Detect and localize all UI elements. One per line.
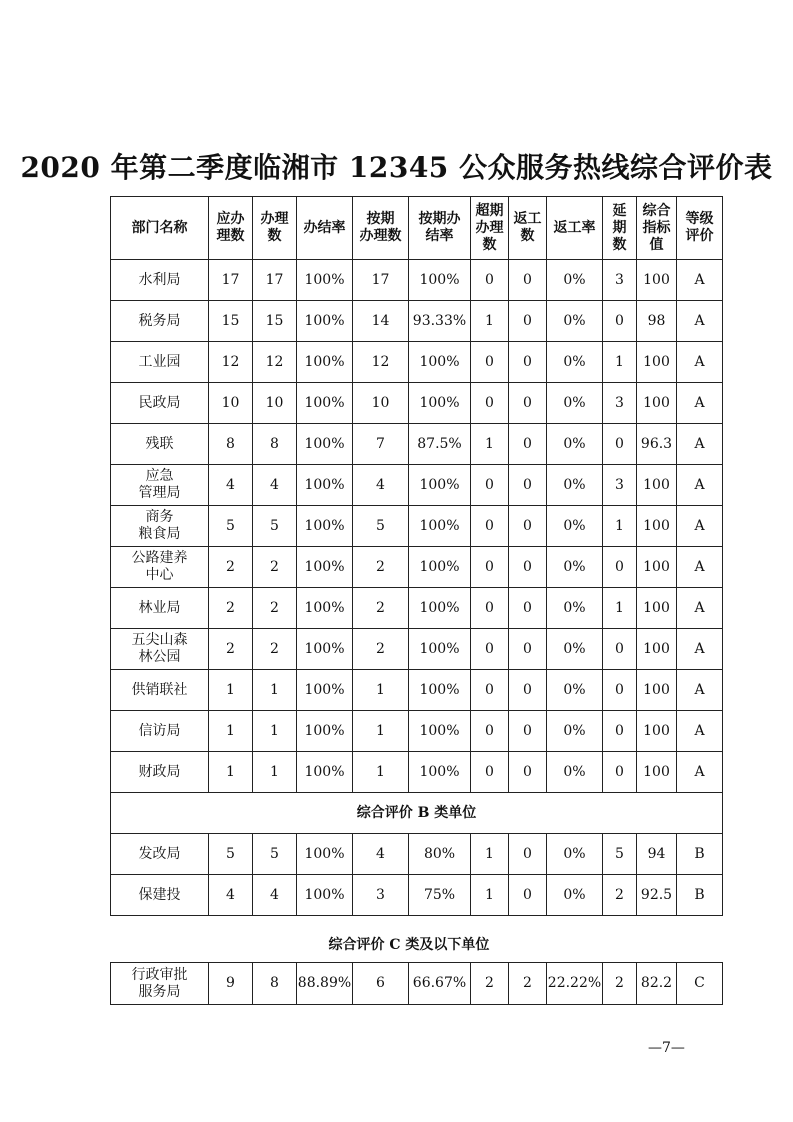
column-header: 延 期 数 (603, 197, 637, 260)
value-cell: 9 (209, 963, 253, 1005)
value-cell: 1 (253, 752, 297, 793)
value-cell: 0% (547, 424, 603, 465)
value-cell: 100 (637, 670, 677, 711)
value-cell: 96.3 (637, 424, 677, 465)
value-cell: 15 (253, 301, 297, 342)
value-cell: 1 (353, 752, 409, 793)
value-cell: 17 (209, 260, 253, 301)
value-cell: 0 (603, 301, 637, 342)
value-cell: 0 (509, 506, 547, 547)
table-row (111, 301, 723, 342)
column-header: 等级 评价 (677, 197, 723, 260)
value-cell: 4 (353, 465, 409, 506)
value-cell: A (677, 670, 723, 711)
value-cell: 0 (471, 670, 509, 711)
value-cell: 0% (547, 629, 603, 670)
value-cell: 0 (471, 260, 509, 301)
department-name-cell: 税务局 (111, 301, 209, 342)
value-cell: 10 (253, 383, 297, 424)
value-cell: 10 (353, 383, 409, 424)
value-cell: 100% (297, 301, 353, 342)
value-cell: 5 (209, 834, 253, 875)
value-cell: 2 (509, 963, 547, 1005)
department-name-cell: 发改局 (111, 834, 209, 875)
value-cell: 1 (471, 834, 509, 875)
table-row (111, 629, 723, 670)
department-name-cell: 民政局 (111, 383, 209, 424)
table-row (111, 670, 723, 711)
value-cell: 0 (603, 424, 637, 465)
value-cell: 100% (297, 752, 353, 793)
value-cell: 0 (603, 752, 637, 793)
department-name-cell: 财政局 (111, 752, 209, 793)
table-row (111, 342, 723, 383)
value-cell: 0 (471, 752, 509, 793)
value-cell: 100% (409, 260, 471, 301)
value-cell: 3 (353, 875, 409, 916)
department-name-cell: 信访局 (111, 711, 209, 752)
value-cell: A (677, 547, 723, 588)
value-cell: 17 (353, 260, 409, 301)
value-cell: 0 (471, 342, 509, 383)
value-cell: 100% (409, 547, 471, 588)
value-cell: 8 (209, 424, 253, 465)
value-cell: 100% (297, 834, 353, 875)
column-header: 超期 办理 数 (471, 197, 509, 260)
value-cell: 4 (353, 834, 409, 875)
value-cell: 5 (603, 834, 637, 875)
value-cell: 88.89% (297, 963, 353, 1005)
value-cell: 0 (509, 752, 547, 793)
value-cell: A (677, 629, 723, 670)
value-cell: 100% (409, 752, 471, 793)
department-name-cell: 商务 粮食局 (111, 506, 209, 547)
column-header: 返工率 (547, 197, 603, 260)
section-b-row (111, 793, 723, 834)
table-row (111, 963, 723, 1005)
value-cell: 0 (509, 711, 547, 752)
value-cell: 100% (297, 424, 353, 465)
value-cell: 15 (209, 301, 253, 342)
value-cell: 100% (297, 711, 353, 752)
value-cell: 100% (297, 629, 353, 670)
value-cell: 4 (253, 875, 297, 916)
value-cell: 100% (409, 588, 471, 629)
value-cell: B (677, 834, 723, 875)
value-cell: 3 (603, 383, 637, 424)
value-cell: 100% (297, 506, 353, 547)
evaluation-table (110, 196, 723, 916)
department-name-cell: 残联 (111, 424, 209, 465)
value-cell: 1 (253, 711, 297, 752)
value-cell: 100% (297, 342, 353, 383)
value-cell: 66.67% (409, 963, 471, 1005)
value-cell: 12 (253, 342, 297, 383)
department-name-cell: 保建投 (111, 875, 209, 916)
section-c-heading: 综合评价 C 类及以下单位 (328, 937, 490, 953)
value-cell: 0 (471, 629, 509, 670)
department-name-cell: 公路建养 中心 (111, 547, 209, 588)
value-cell: 93.33% (409, 301, 471, 342)
value-cell: 0% (547, 588, 603, 629)
value-cell: 1 (209, 752, 253, 793)
value-cell: 100 (637, 383, 677, 424)
value-cell: 1 (353, 670, 409, 711)
value-cell: 0% (547, 752, 603, 793)
value-cell: 1 (209, 711, 253, 752)
value-cell: 100 (637, 711, 677, 752)
value-cell: 2 (209, 629, 253, 670)
value-cell: A (677, 711, 723, 752)
column-header: 部门名称 (111, 197, 209, 260)
value-cell: 0 (509, 588, 547, 629)
table-row (111, 465, 723, 506)
table-row (111, 506, 723, 547)
value-cell: 0% (547, 301, 603, 342)
section-b-heading: 综合评价 B 类单位 (111, 793, 723, 834)
table-row (111, 588, 723, 629)
table-row (111, 834, 723, 875)
value-cell: 1 (471, 301, 509, 342)
value-cell: A (677, 588, 723, 629)
table-row (111, 547, 723, 588)
page-title: 2020 年第二季度临湘市 12345 公众服务热线综合评价表 (20, 151, 773, 184)
value-cell: 12 (209, 342, 253, 383)
value-cell: 100 (637, 588, 677, 629)
value-cell: 100% (409, 711, 471, 752)
value-cell: 1 (471, 424, 509, 465)
department-name-cell: 行政审批 服务局 (111, 963, 209, 1005)
table-row (111, 383, 723, 424)
value-cell: 0 (603, 670, 637, 711)
column-header: 办结率 (297, 197, 353, 260)
value-cell: 0 (603, 547, 637, 588)
value-cell: 0% (547, 547, 603, 588)
value-cell: 0 (509, 424, 547, 465)
value-cell: 0% (547, 465, 603, 506)
value-cell: 0% (547, 711, 603, 752)
value-cell: 4 (209, 465, 253, 506)
value-cell: 3 (603, 260, 637, 301)
table-row (111, 260, 723, 301)
value-cell: 0 (509, 629, 547, 670)
value-cell: 2 (603, 963, 637, 1005)
column-header: 办理 数 (253, 197, 297, 260)
value-cell: 4 (253, 465, 297, 506)
value-cell: 2 (253, 547, 297, 588)
table-row (111, 711, 723, 752)
value-cell: 100% (297, 383, 353, 424)
value-cell: 0 (471, 711, 509, 752)
value-cell: 5 (209, 506, 253, 547)
department-name-cell: 供销联社 (111, 670, 209, 711)
value-cell: 7 (353, 424, 409, 465)
column-header: 应办 理数 (209, 197, 253, 260)
value-cell: 100% (409, 506, 471, 547)
department-name-cell: 五尖山森 林公园 (111, 629, 209, 670)
value-cell: 100 (637, 629, 677, 670)
value-cell: 2 (603, 875, 637, 916)
value-cell: 2 (353, 547, 409, 588)
value-cell: 87.5% (409, 424, 471, 465)
value-cell: A (677, 465, 723, 506)
value-cell: 82.2 (637, 963, 677, 1005)
value-cell: 94 (637, 834, 677, 875)
department-name-cell: 工业园 (111, 342, 209, 383)
value-cell: 22.22% (547, 963, 603, 1005)
value-cell: 100 (637, 547, 677, 588)
value-cell: 2 (353, 588, 409, 629)
value-cell: 2 (353, 629, 409, 670)
value-cell: 0 (509, 342, 547, 383)
value-cell: 92.5 (637, 875, 677, 916)
value-cell: A (677, 506, 723, 547)
value-cell: 10 (209, 383, 253, 424)
value-cell: 0 (509, 465, 547, 506)
value-cell: 1 (471, 875, 509, 916)
value-cell: A (677, 752, 723, 793)
value-cell: 100% (297, 547, 353, 588)
department-name-cell: 水利局 (111, 260, 209, 301)
value-cell: 0 (471, 588, 509, 629)
value-cell: 100% (409, 342, 471, 383)
column-header: 按期 办理数 (353, 197, 409, 260)
value-cell: 1 (353, 711, 409, 752)
value-cell: 1 (603, 506, 637, 547)
value-cell: 0% (547, 834, 603, 875)
value-cell: 100 (637, 342, 677, 383)
value-cell: 0 (509, 547, 547, 588)
value-cell: 100 (637, 752, 677, 793)
value-cell: 0 (509, 834, 547, 875)
value-cell: 5 (353, 506, 409, 547)
value-cell: 0 (471, 383, 509, 424)
table-row (111, 875, 723, 916)
department-name-cell: 林业局 (111, 588, 209, 629)
page-number: —7— (648, 1040, 685, 1056)
value-cell: 0% (547, 260, 603, 301)
value-cell: 4 (209, 875, 253, 916)
value-cell: 100 (637, 506, 677, 547)
value-cell: C (677, 963, 723, 1005)
value-cell: 0 (471, 547, 509, 588)
value-cell: 5 (253, 506, 297, 547)
column-header: 按期办 结率 (409, 197, 471, 260)
header-row (111, 197, 723, 260)
value-cell: 0 (603, 629, 637, 670)
value-cell: 100% (297, 588, 353, 629)
value-cell: 100% (409, 670, 471, 711)
value-cell: 100% (409, 465, 471, 506)
value-cell: 100 (637, 260, 677, 301)
value-cell: 0% (547, 875, 603, 916)
value-cell: 3 (603, 465, 637, 506)
value-cell: 0 (603, 711, 637, 752)
value-cell: 8 (253, 963, 297, 1005)
value-cell: 0 (471, 506, 509, 547)
value-cell: 2 (253, 588, 297, 629)
value-cell: 2 (209, 547, 253, 588)
value-cell: A (677, 301, 723, 342)
value-cell: 14 (353, 301, 409, 342)
column-header: 综合 指标 值 (637, 197, 677, 260)
value-cell: 2 (471, 963, 509, 1005)
value-cell: 1 (209, 670, 253, 711)
value-cell: 0 (471, 465, 509, 506)
value-cell: 100% (409, 383, 471, 424)
table-row (111, 752, 723, 793)
value-cell: 0 (509, 875, 547, 916)
value-cell: 1 (603, 342, 637, 383)
value-cell: 100% (297, 875, 353, 916)
value-cell: 1 (603, 588, 637, 629)
evaluation-table-c (110, 962, 723, 1005)
value-cell: 17 (253, 260, 297, 301)
value-cell: 5 (253, 834, 297, 875)
value-cell: 12 (353, 342, 409, 383)
value-cell: 8 (253, 424, 297, 465)
value-cell: 0 (509, 383, 547, 424)
value-cell: 0% (547, 383, 603, 424)
value-cell: 100% (297, 260, 353, 301)
value-cell: 2 (209, 588, 253, 629)
value-cell: 0% (547, 342, 603, 383)
value-cell: A (677, 342, 723, 383)
value-cell: 100 (637, 465, 677, 506)
value-cell: 98 (637, 301, 677, 342)
value-cell: 1 (253, 670, 297, 711)
value-cell: 6 (353, 963, 409, 1005)
department-name-cell: 应急 管理局 (111, 465, 209, 506)
value-cell: 100% (409, 629, 471, 670)
value-cell: A (677, 424, 723, 465)
value-cell: B (677, 875, 723, 916)
table-row (111, 424, 723, 465)
value-cell: A (677, 383, 723, 424)
value-cell: 100% (297, 670, 353, 711)
value-cell: 0 (509, 260, 547, 301)
value-cell: 75% (409, 875, 471, 916)
value-cell: 2 (253, 629, 297, 670)
value-cell: 80% (409, 834, 471, 875)
column-header: 返工 数 (509, 197, 547, 260)
value-cell: 100% (297, 465, 353, 506)
value-cell: A (677, 260, 723, 301)
value-cell: 0% (547, 670, 603, 711)
value-cell: 0 (509, 670, 547, 711)
value-cell: 0 (509, 301, 547, 342)
value-cell: 0% (547, 506, 603, 547)
